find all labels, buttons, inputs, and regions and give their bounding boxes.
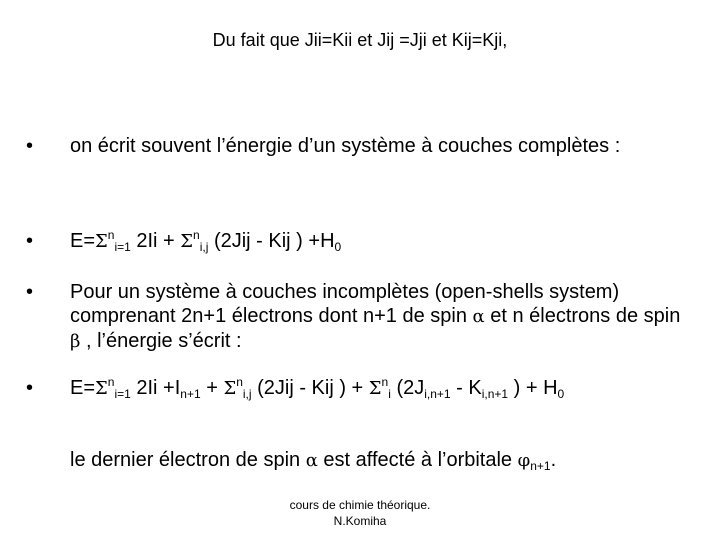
slide-title: Du fait que Jii=Kii et Jij =Jji et Kij=Kji, [212,30,508,50]
bullet-item-complete-shells [26,134,686,158]
footer-course-line: cours de chimie théorique. [289,498,431,512]
sigma-symbol: Σ [180,231,194,252]
phi-symbol: φ [517,450,531,471]
beta-symbol: β [70,331,81,352]
footer-author-line: N.Komiha [333,514,387,528]
closed-shell-energy-formula: $E=\Sigma^n_{i=1}$ $2Ii + \Sigma^n_{i,j}$ (2Jij - Kij ) $+H_0$ [70,228,342,254]
last-electron-note: le dernier électron de spin α est affecté à l’orbitale $\varphi_{n+1}$. [70,449,557,473]
sigma-symbol: Σ [223,378,237,399]
bullet-item-closed-shell-formula [26,229,686,254]
bullet-text: Pour un système à couches incomplètes (open-shells system) comprenant 2n+1 électrons dont n+1 de spin α et n électrons de spin β , l’énergie s’écrit : [70,281,681,352]
alpha-symbol: α [472,306,485,327]
sigma-symbol: Σ [368,378,382,399]
bullet-text: on écrit souvent l’énergie d’un système à couches complètes : [70,135,621,157]
bullet-item-open-shell-formula [26,376,686,401]
bullet-marker: • [26,230,34,252]
sigma-symbol: Σ [95,231,108,252]
slide-footer [0,497,720,529]
bullet-marker: • [26,135,34,157]
open-shell-energy-formula: $E=\Sigma^n_{i=1}$ $2Ii +I_{n+1} + \Sigma^n_{i,j}$ (2Jij - Kij ) + $\Sigma^n_i$ ($2J_{i,n+1} - K_{i,n+1}$ ) + $H_0$ [70,375,565,401]
sigma-symbol: Σ [95,378,108,399]
bullet-marker: • [26,281,34,303]
alpha-symbol: α [305,450,318,471]
bullet-item-open-shells [26,280,686,354]
bullet-marker: • [26,377,34,399]
